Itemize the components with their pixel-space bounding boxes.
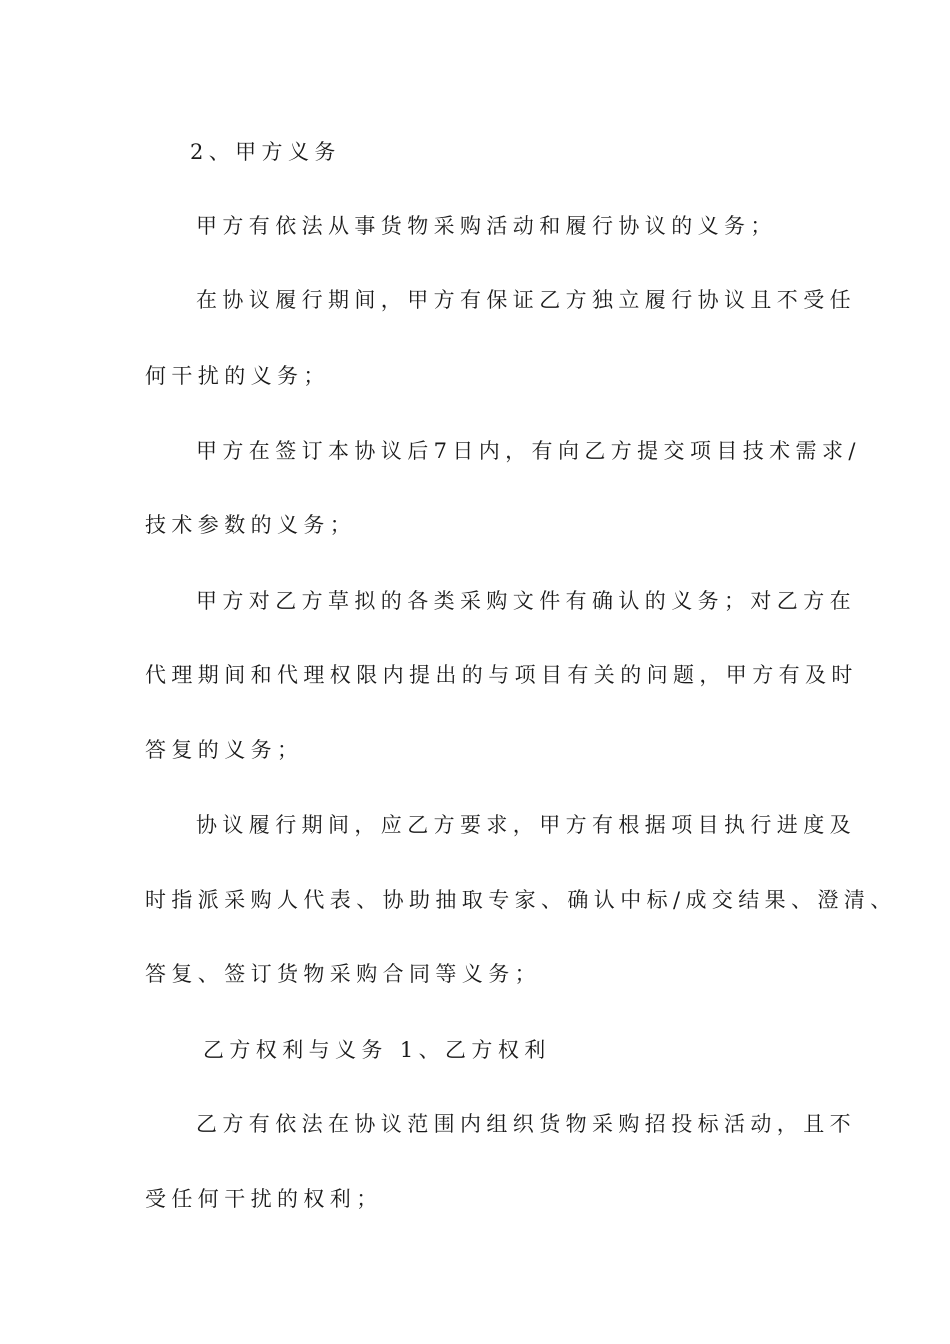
paragraph-line: 乙方有依法在协议范围内组织货物采购招投标活动，且不 [196, 1112, 856, 1136]
paragraph-line: 答复的义务； [145, 738, 304, 762]
paragraph-line: 受任何干扰的权利； [145, 1187, 383, 1211]
paragraph-line: 甲方对乙方草拟的各类采购文件有确认的义务；对乙方在 [196, 589, 856, 613]
paragraph-line: 协议履行期间，应乙方要求，甲方有根据项目执行进度及 [196, 813, 856, 837]
paragraph-line: 甲方有依法从事货物采购活动和履行协议的义务； [196, 214, 777, 238]
paragraph-line: 甲方在签订本协议后7日内，有向乙方提交项目技术需求/ [196, 439, 861, 463]
paragraph-line: 答复、签订货物采购合同等义务； [145, 962, 541, 986]
section-heading-party-a-obligations: 2、甲方义务 [190, 140, 341, 164]
paragraph-line: 何干扰的义务； [145, 364, 330, 388]
paragraph-line: 代理期间和代理权限内提出的与项目有关的问题，甲方有及时 [145, 663, 858, 687]
paragraph-line: 时指派采购人代表、协助抽取专家、确认中标/成交结果、澄清、 [145, 888, 897, 912]
paragraph-line: 在协议履行期间，甲方有保证乙方独立履行协议且不受任 [196, 288, 856, 312]
paragraph-line: 技术参数的义务； [145, 513, 357, 537]
section-heading-party-b-rights: 乙方权利与义务 1、乙方权利 [203, 1038, 551, 1062]
